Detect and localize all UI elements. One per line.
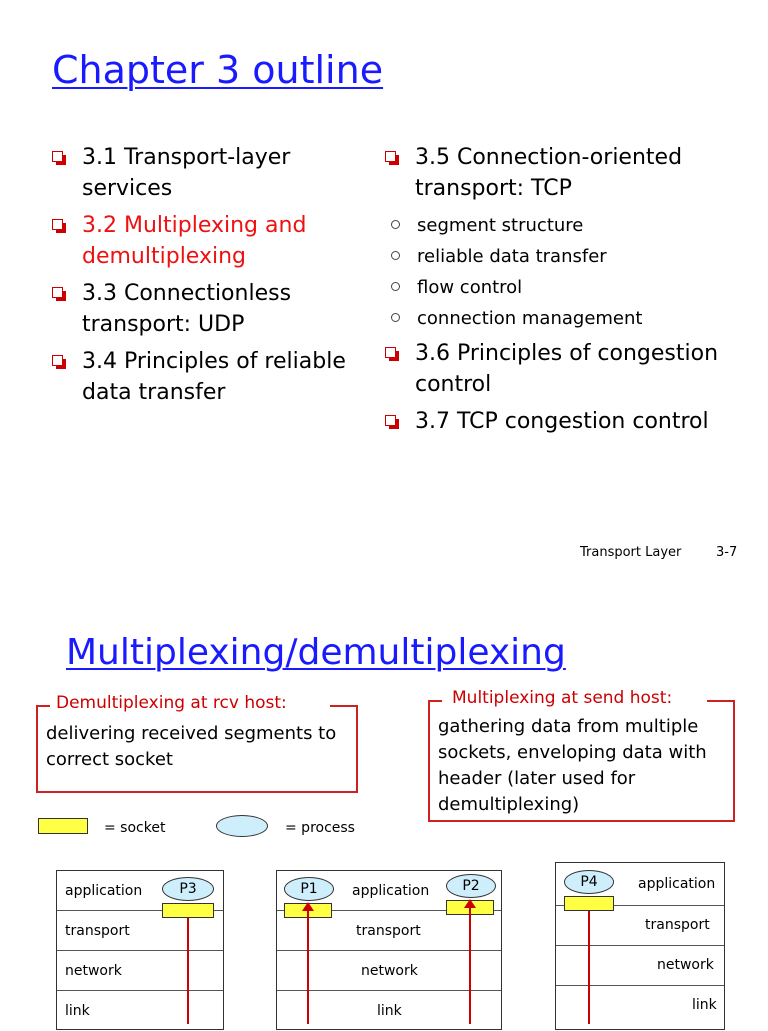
bullet-box-icon	[52, 151, 63, 162]
outline-item-3-6: 3.6 Principles of congestion control	[383, 338, 728, 400]
process-p1: P1	[284, 877, 334, 901]
ring-bullet-icon	[391, 282, 400, 291]
data-path-line	[307, 906, 309, 1024]
layer-transport: transport	[277, 911, 501, 951]
sub-item: reliable data transfer	[383, 241, 728, 272]
outline-item-3-3: 3.3 Connectionless transport: UDP	[50, 278, 370, 340]
data-path-line	[187, 918, 189, 1024]
bullet-box-icon	[52, 219, 63, 230]
process-p3: P3	[162, 877, 214, 901]
outline-item-3-5: 3.5 Connection-oriented transport: TCP	[383, 142, 728, 204]
data-path-line	[588, 911, 590, 1024]
bullet-box-icon	[52, 287, 63, 298]
demux-description: delivering received segments to correct socket	[46, 723, 337, 770]
layer-network: network	[556, 946, 724, 986]
footer-label: Transport Layer	[580, 545, 682, 560]
outline-item-3-1: 3.1 Transport-layer services	[50, 142, 370, 204]
sub-item: segment structure	[383, 210, 728, 241]
demux-label: Demultiplexing at rcv host:	[50, 693, 293, 713]
outline-item-3-2: 3.2 Multiplexing and demultiplexing	[50, 210, 370, 272]
layer-network: network	[57, 951, 223, 991]
layer-application: application	[277, 871, 501, 911]
bullet-box-icon	[385, 151, 396, 162]
layer-transport: transport	[57, 911, 223, 951]
data-path-line	[469, 903, 471, 1024]
layer-link: link	[65, 1003, 90, 1019]
bullet-box-icon	[385, 415, 396, 426]
right-outline-list	[383, 142, 728, 443]
process-p4: P4	[564, 870, 614, 894]
bullet-box-icon	[385, 347, 396, 358]
sub-item: connection management	[383, 303, 728, 334]
sub-item: flow control	[383, 272, 728, 303]
demux-panel	[36, 705, 358, 793]
left-outline-list	[50, 142, 370, 414]
layer-application: application	[556, 863, 724, 906]
up-arrow-icon	[464, 899, 476, 908]
layer-link: link	[692, 997, 717, 1013]
layer-link: link	[377, 1003, 402, 1019]
outline-item-3-4: 3.4 Principles of reliable data transfer	[50, 346, 370, 408]
ring-bullet-icon	[391, 313, 400, 322]
socket-legend-label: = socket	[104, 820, 166, 836]
process-p2: P2	[446, 874, 496, 898]
layer-transport: transport	[556, 906, 724, 946]
slide2-title: Multiplexing/demultiplexing	[66, 632, 566, 673]
up-arrow-icon	[302, 902, 314, 911]
process-legend-label: = process	[285, 820, 355, 836]
process-legend-icon	[216, 815, 268, 837]
socket-legend-icon	[38, 818, 88, 834]
ring-bullet-icon	[391, 220, 400, 229]
outline-item-3-7: 3.7 TCP congestion control	[383, 406, 728, 437]
ring-bullet-icon	[391, 251, 400, 260]
socket	[564, 896, 614, 911]
socket	[162, 903, 214, 918]
mux-panel	[428, 700, 735, 822]
page-number: 3-7	[716, 545, 738, 560]
bullet-box-icon	[52, 355, 63, 366]
slide1-title: Chapter 3 outline	[52, 48, 384, 92]
layer-application: application	[57, 871, 223, 911]
layer-network: network	[277, 951, 501, 991]
mux-description: gathering data from multiple sockets, enveloping data with header (later used for demultiplexing)	[438, 716, 707, 815]
mux-label: Multiplexing at send host:	[446, 688, 678, 708]
